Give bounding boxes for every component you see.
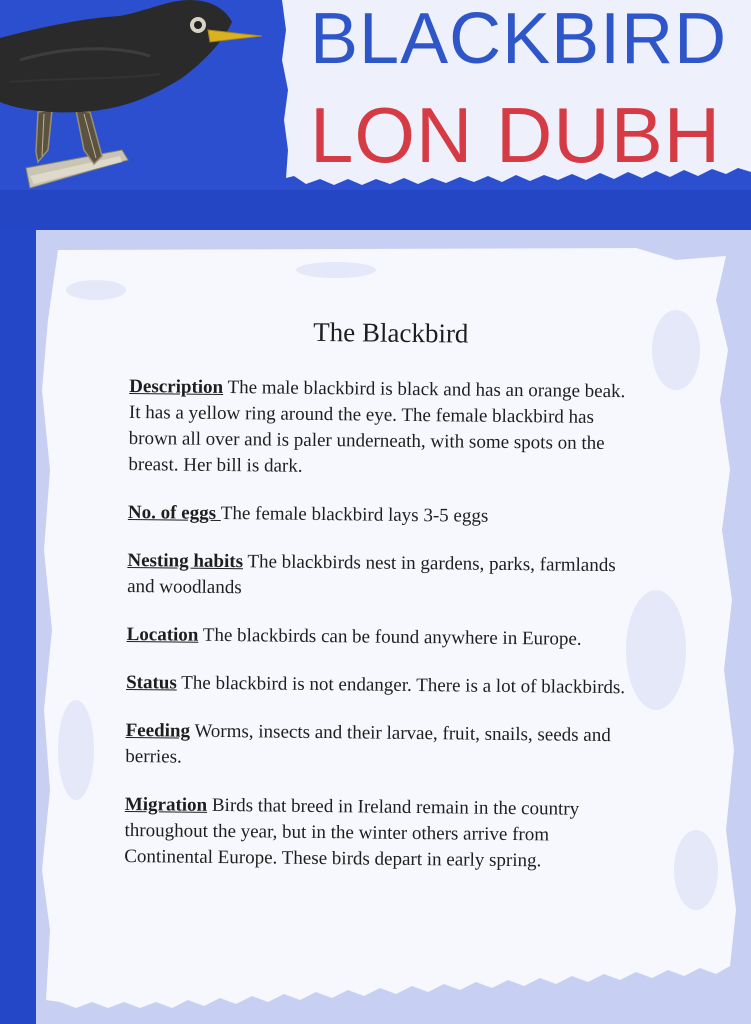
sheet-title: The Blackbird (313, 316, 469, 349)
term-status: Status (126, 671, 177, 694)
text-nesting: The blackbirds nest in gardens, parks, farmlands and woodlands (127, 551, 616, 599)
text-migration: Birds that breed in Ireland remain in the country throughout the year, but in the winter others arrive from Continental Europe. These birds depart in early spring. (124, 794, 580, 872)
text-eggs: The female blackbird lays 3-5 eggs (220, 502, 489, 527)
text-status: The blackbird is not endanger. There is a lot of blackbirds. (176, 672, 626, 699)
sheet-content (124, 314, 630, 897)
text-feeding: Worms, insects and their larvae, fruit, snails, seeds and berries. (125, 720, 611, 768)
title-card (276, 0, 751, 190)
section-eggs (128, 500, 628, 531)
text-location: The blackbirds can be found anywhere in Europe. (198, 624, 582, 650)
term-eggs: No. of eggs (127, 501, 221, 524)
section-location (127, 622, 627, 653)
section-migration (124, 792, 625, 875)
term-feeding: Feeding (125, 719, 191, 742)
term-migration: Migration (124, 793, 208, 816)
section-nesting (127, 548, 628, 605)
section-status (126, 670, 626, 701)
section-description (128, 374, 629, 483)
blackbird-picture (0, 0, 270, 195)
term-description: Description (129, 375, 224, 398)
title-irish: LON DUBH (310, 91, 722, 179)
text-description: The male blackbird is black and has an orange beak. It has a yellow ring around the eye. The female blackbird has brown all over and is paler underneath, with some spots on the breast. Her bill is dark. (128, 376, 626, 477)
term-location: Location (126, 623, 199, 646)
section-feeding (125, 718, 626, 775)
info-sheet (36, 230, 751, 1024)
title-english: BLACKBIRD (310, 0, 728, 79)
term-nesting: Nesting habits (127, 549, 244, 573)
